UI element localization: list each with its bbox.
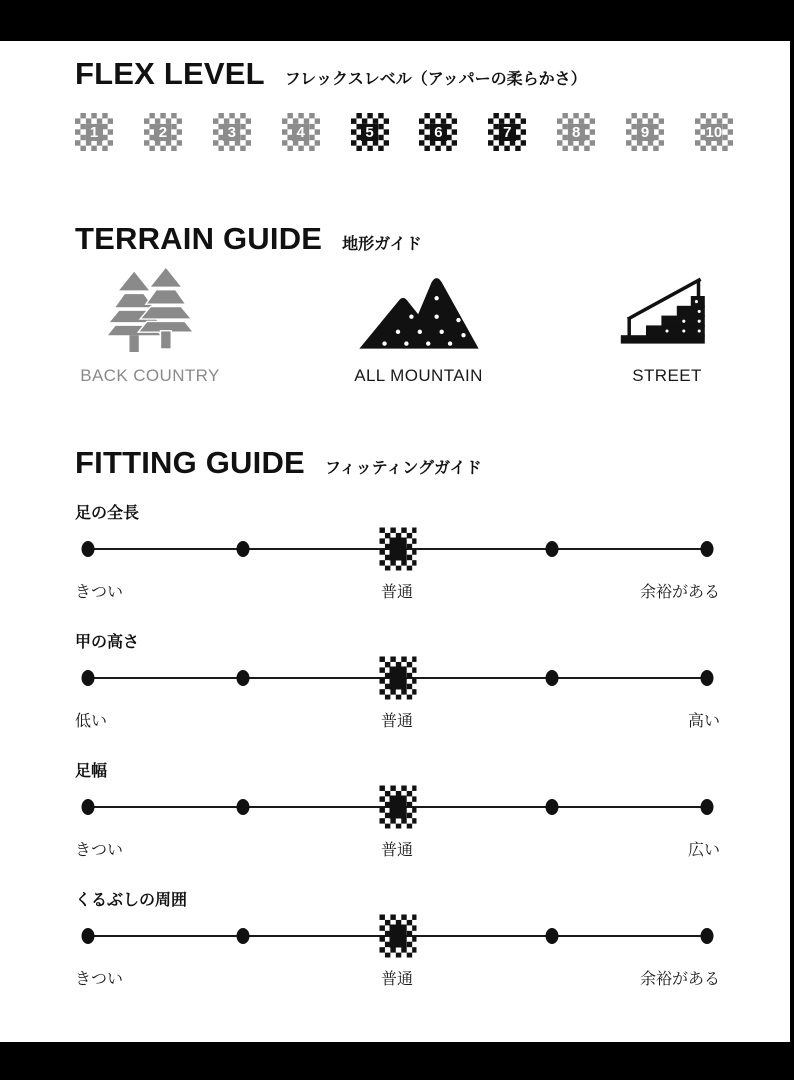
flex-level-stamp-10 — [695, 113, 733, 151]
scale-label-center: 普通 — [380, 971, 414, 989]
scale-marker-stamp — [379, 528, 416, 571]
fitting-guide-section — [75, 445, 733, 989]
scale-label-left: きつい — [75, 584, 124, 602]
terrain-guide-title: TERRAIN GUIDE — [75, 221, 323, 257]
scale-labels — [75, 966, 720, 989]
flex-level-number: 10 — [705, 123, 723, 141]
scale-label-center: 普通 — [380, 842, 414, 860]
terrain-item-allmountain — [329, 268, 509, 386]
flex-level-stamp-5 — [351, 113, 389, 151]
scale-label-right: 高い — [687, 713, 720, 731]
flex-level-stamp-1 — [75, 113, 113, 151]
flex-level-number: 6 — [430, 124, 447, 141]
terrain-guide-section — [75, 222, 733, 386]
scale-marker-stamp — [379, 915, 416, 958]
scale-label-right: 余裕がある — [639, 584, 720, 602]
flex-level-stamp-2 — [144, 113, 182, 151]
scale-dot — [546, 799, 559, 815]
scale-dot — [546, 541, 559, 557]
stairs-rail-icon — [618, 268, 716, 352]
flex-level-number: 3 — [223, 124, 240, 141]
flex-level-subtitle: フレックスレベル（アッパーの柔らかさ） — [284, 71, 587, 88]
terrain-guide-header — [75, 222, 733, 256]
pine-trees-icon — [100, 268, 200, 352]
terrain-items-row — [75, 268, 722, 386]
scale-dot — [701, 928, 714, 944]
scale-marker-stamp — [379, 657, 416, 700]
scale-dot — [701, 799, 714, 815]
terrain-guide-subtitle: 地形ガイド — [342, 236, 422, 254]
flex-level-number: 5 — [361, 124, 378, 141]
scale-labels — [75, 579, 720, 602]
scale-label-right: 広い — [687, 842, 720, 860]
scale-name: 足の全長 — [75, 505, 140, 523]
scale-labels — [75, 708, 720, 731]
scale-label-center: 普通 — [380, 584, 414, 602]
scale-name: 足幅 — [75, 763, 108, 781]
scale-name: 甲の高さ — [75, 634, 140, 652]
scale-dot — [546, 670, 559, 686]
scale-dot — [82, 799, 95, 815]
scale-dot — [546, 928, 559, 944]
scale-dot — [82, 928, 95, 944]
scale-label-left: きつい — [75, 971, 124, 989]
flex-level-stamp-4 — [282, 113, 320, 151]
flex-level-number: 1 — [86, 124, 103, 141]
bottom-letterbox-bar — [0, 1042, 794, 1080]
scale-labels — [75, 837, 720, 860]
flex-level-header — [75, 57, 733, 91]
scale-dot — [236, 670, 249, 686]
fitting-scale-row — [75, 758, 733, 860]
scale-dot — [82, 670, 95, 686]
terrain-item-backcountry — [75, 268, 225, 386]
right-edge-strip — [790, 0, 794, 1080]
flex-level-stamp-3 — [213, 113, 251, 151]
terrain-label-street: STREET — [632, 366, 702, 386]
terrain-label-backcountry: BACK COUNTRY — [80, 366, 220, 386]
top-letterbox-bar — [0, 0, 794, 41]
scale-track — [88, 527, 707, 571]
flex-level-stamp-8 — [557, 113, 595, 151]
scale-label-right: 余裕がある — [639, 971, 720, 989]
scale-dot — [82, 541, 95, 557]
scale-dot — [236, 541, 249, 557]
terrain-item-street — [612, 268, 722, 386]
flex-level-number: 4 — [292, 124, 309, 141]
fitting-scale-row — [75, 887, 733, 989]
flex-level-scale — [75, 112, 733, 152]
flex-level-number: 2 — [154, 124, 171, 141]
scale-label-left: 低い — [75, 713, 108, 731]
fitting-scales — [75, 500, 733, 989]
scale-dot — [701, 670, 714, 686]
fitting-guide-title: FITTING GUIDE — [75, 445, 305, 481]
scale-label-center: 普通 — [380, 713, 414, 731]
flex-level-stamp-9 — [626, 113, 664, 151]
fitting-guide-header — [75, 446, 733, 480]
fitting-guide-subtitle: フィッティングガイド — [324, 460, 482, 478]
scale-label-left: きつい — [75, 842, 124, 860]
flex-level-stamp-6 — [419, 113, 457, 151]
flex-level-number: 8 — [568, 124, 585, 141]
scale-track — [88, 656, 707, 700]
flex-level-number: 9 — [637, 124, 654, 141]
flex-level-section — [75, 57, 733, 152]
flex-level-title: FLEX LEVEL — [75, 56, 265, 91]
terrain-label-allmountain: ALL MOUNTAIN — [354, 366, 483, 386]
content-area — [75, 41, 733, 1016]
scale-name: くるぶしの周囲 — [75, 892, 188, 910]
mountain-icon — [353, 268, 485, 352]
flex-level-stamp-7 — [488, 113, 526, 151]
scale-track — [88, 785, 707, 829]
scale-dot — [236, 799, 249, 815]
scale-dot — [701, 541, 714, 557]
scale-marker-stamp — [379, 786, 416, 829]
flex-level-number: 7 — [499, 124, 516, 141]
scale-dot — [236, 928, 249, 944]
fitting-scale-row — [75, 500, 733, 602]
scale-track — [88, 914, 707, 958]
fitting-scale-row — [75, 629, 733, 731]
